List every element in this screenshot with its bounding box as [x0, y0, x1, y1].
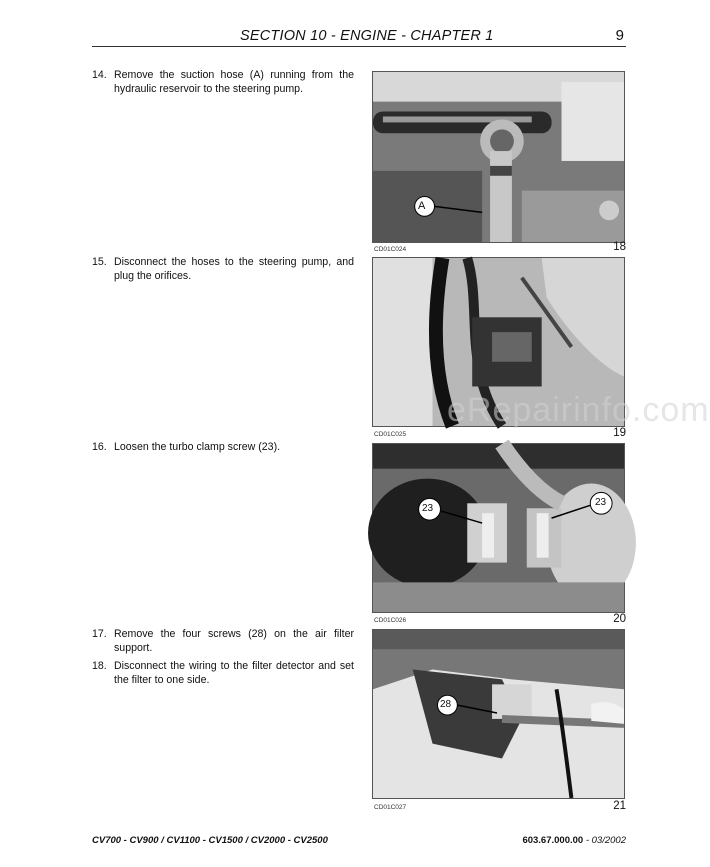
figure-20-photo [372, 443, 625, 613]
step-18 [92, 659, 354, 687]
figure-20-code: CD01C026 [374, 617, 407, 624]
footer-part: 603.67.000.00 [522, 835, 584, 846]
step-text: Remove the four screws (28) on the air filter support. [114, 628, 354, 654]
step-number: 17. [92, 628, 107, 640]
figure-21-code: CD01C027 [374, 804, 407, 811]
callout-28: 28 [440, 699, 452, 710]
footer-part-number [522, 835, 626, 846]
step-text: Disconnect the hoses to the steering pump, and plug the orifices. [114, 256, 354, 282]
figure-20-number: 20 [613, 613, 626, 625]
figure-21-number: 21 [613, 800, 626, 812]
step-text: Loosen the turbo clamp screw (23). [114, 441, 281, 453]
step-number: 18. [92, 660, 107, 672]
footer-models: CV700 - CV900 / CV1100 - CV1500 / CV2000 - CV2500 [92, 835, 328, 846]
figure-18-code: CD01C024 [374, 246, 407, 253]
header-rule [92, 46, 626, 47]
figure-21-photo [372, 629, 625, 799]
callout-23-right: 23 [595, 497, 607, 508]
watermark-main: eRepairinfo.com [447, 391, 710, 429]
step-14 [92, 68, 354, 96]
step-number: 15. [92, 256, 107, 268]
step-text: Remove the suction hose (A) running from the hydraulic reservoir to the steering pump. [114, 69, 354, 95]
footer-date: - 03/2002 [583, 835, 626, 846]
figure-19-code: CD01C025 [374, 431, 407, 438]
callout-a: A [418, 200, 426, 212]
figure-19-number: 19 [613, 427, 626, 439]
step-17 [92, 627, 354, 655]
step-number: 14. [92, 69, 107, 81]
figure-18-photo [372, 71, 625, 243]
figure-18-number: 18 [613, 241, 626, 253]
step-15 [92, 255, 354, 283]
step-16 [92, 440, 354, 454]
header-title: SECTION 10 - ENGINE - CHAPTER 1 [240, 28, 494, 44]
step-text: Disconnect the wiring to the filter detector and set the filter to one side. [114, 660, 354, 686]
callout-23-left: 23 [422, 503, 434, 514]
step-number: 16. [92, 441, 107, 453]
page-number: 9 [615, 27, 624, 44]
